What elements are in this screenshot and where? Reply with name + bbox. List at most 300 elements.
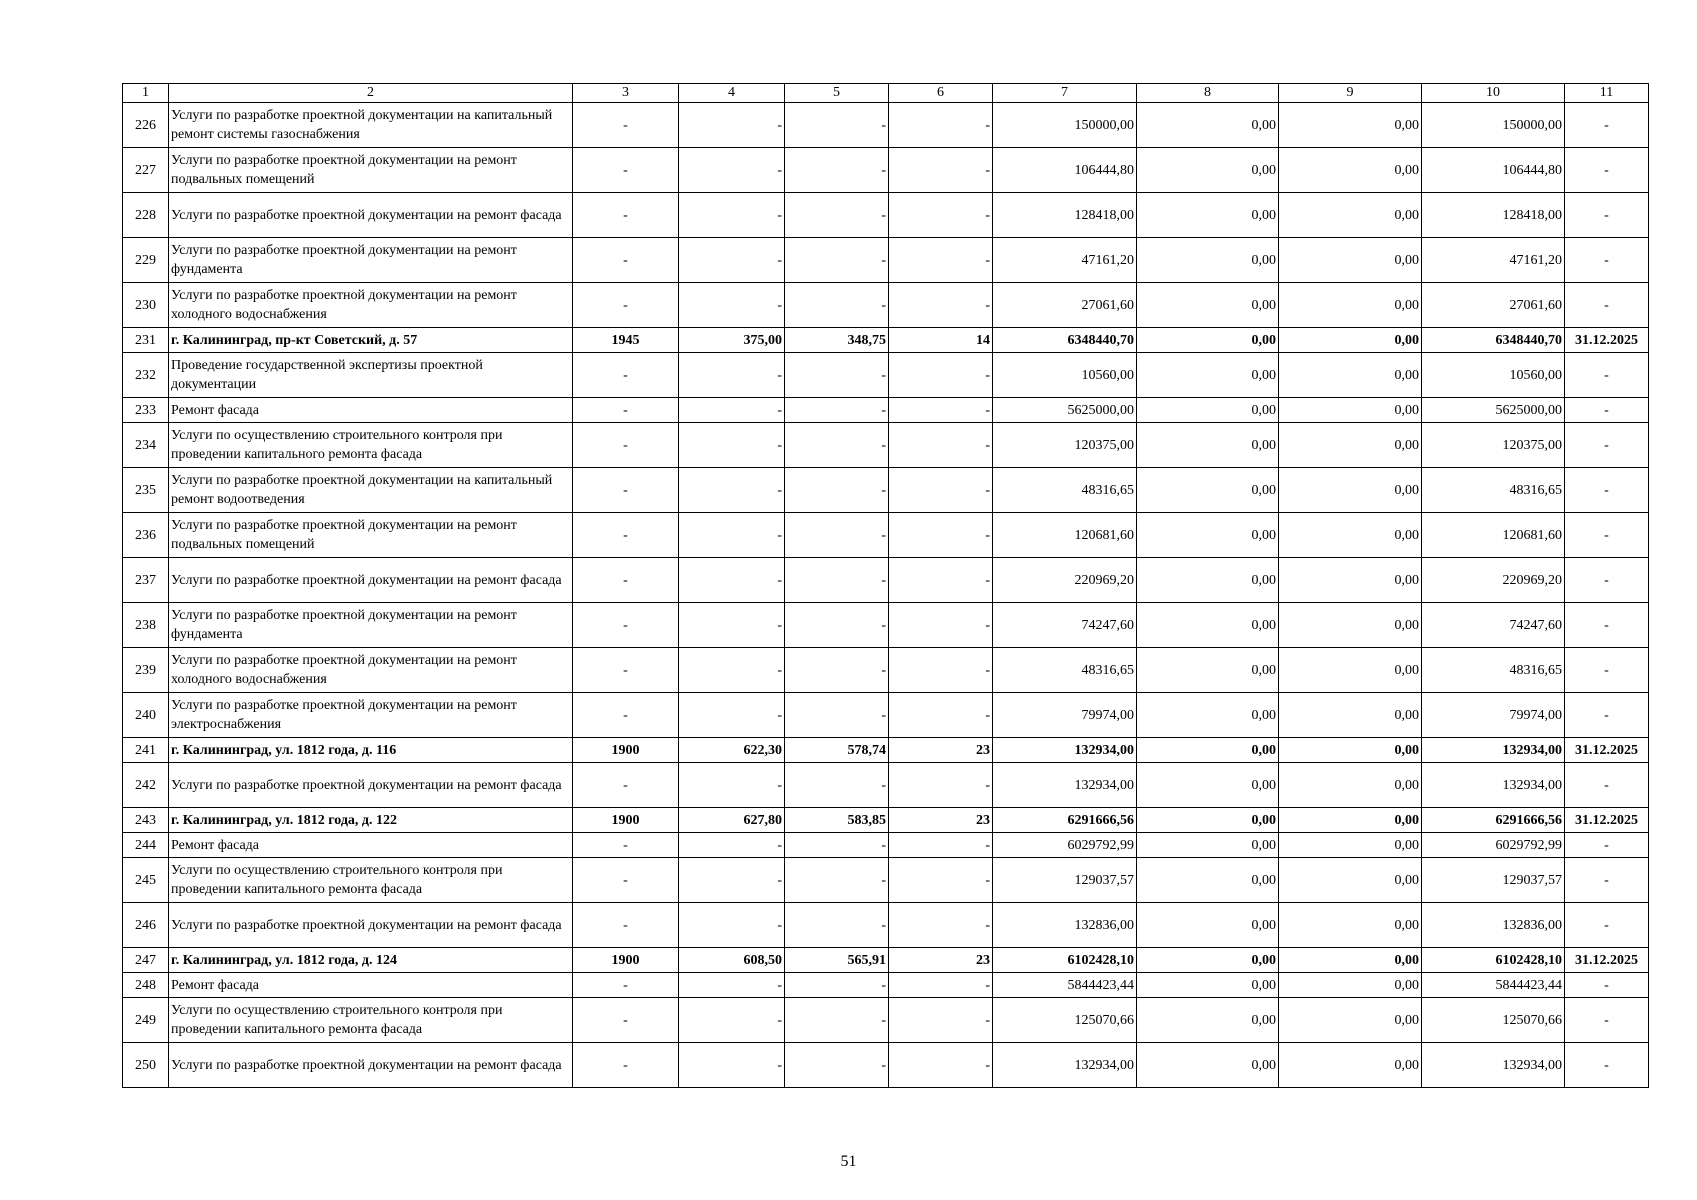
column-header-1: 1 [123, 84, 169, 103]
cell-col7: 5844423,44 [993, 973, 1137, 998]
cell-col10: 132934,00 [1422, 763, 1565, 808]
column-header-7: 7 [993, 84, 1137, 103]
cell-col8: 0,00 [1137, 948, 1279, 973]
cell-col11: - [1565, 193, 1649, 238]
cell-col3: 1900 [573, 948, 679, 973]
cell-col11: - [1565, 468, 1649, 513]
cell-col5: - [785, 513, 889, 558]
cell-col4: 375,00 [679, 328, 785, 353]
cell-col5: 348,75 [785, 328, 889, 353]
cell-col5: - [785, 423, 889, 468]
cell-col5: - [785, 603, 889, 648]
cell-col3: - [573, 763, 679, 808]
cell-col9: 0,00 [1279, 833, 1422, 858]
cell-col8: 0,00 [1137, 398, 1279, 423]
row-description: г. Калининград, ул. 1812 года, д. 124 [169, 948, 573, 973]
row-description: Услуги по разработке проектной документации на ремонт холодного водоснабжения [169, 283, 573, 328]
cell-col10: 27061,60 [1422, 283, 1565, 328]
cell-col3: - [573, 603, 679, 648]
table-row [123, 1043, 1649, 1088]
cell-col6: - [889, 103, 993, 148]
cell-col4: - [679, 973, 785, 998]
cell-col3: - [573, 283, 679, 328]
cell-col10: 150000,00 [1422, 103, 1565, 148]
cell-col6: - [889, 353, 993, 398]
column-header-11: 11 [1565, 84, 1649, 103]
cell-col6: - [889, 238, 993, 283]
cell-col10: 6348440,70 [1422, 328, 1565, 353]
row-description: Ремонт фасада [169, 398, 573, 423]
table-row [123, 103, 1649, 148]
cell-col3: - [573, 693, 679, 738]
cell-col3: - [573, 1043, 679, 1088]
column-header-8: 8 [1137, 84, 1279, 103]
row-number: 236 [123, 513, 169, 558]
row-description: г. Калининград, ул. 1812 года, д. 116 [169, 738, 573, 763]
cell-col6: - [889, 513, 993, 558]
cell-col8: 0,00 [1137, 148, 1279, 193]
cell-col8: 0,00 [1137, 513, 1279, 558]
cell-col7: 106444,80 [993, 148, 1137, 193]
cell-col3: 1900 [573, 738, 679, 763]
cell-col3: - [573, 398, 679, 423]
cell-col11: - [1565, 833, 1649, 858]
cell-col6: - [889, 903, 993, 948]
cell-col7: 6102428,10 [993, 948, 1137, 973]
works-table [122, 83, 1649, 1088]
cell-col8: 0,00 [1137, 998, 1279, 1043]
cell-col4: - [679, 648, 785, 693]
table-row [123, 693, 1649, 738]
cell-col7: 10560,00 [993, 353, 1137, 398]
cell-col9: 0,00 [1279, 328, 1422, 353]
cell-col3: - [573, 833, 679, 858]
cell-col11: - [1565, 238, 1649, 283]
cell-col10: 79974,00 [1422, 693, 1565, 738]
cell-col5: - [785, 103, 889, 148]
column-header-5: 5 [785, 84, 889, 103]
row-description: Услуги по разработке проектной документации на ремонт фасада [169, 763, 573, 808]
cell-col4: - [679, 603, 785, 648]
row-number: 227 [123, 148, 169, 193]
table-row [123, 238, 1649, 283]
cell-col6: - [889, 603, 993, 648]
cell-col11: - [1565, 513, 1649, 558]
cell-col4: - [679, 833, 785, 858]
cell-col9: 0,00 [1279, 973, 1422, 998]
cell-col5: - [785, 858, 889, 903]
cell-col9: 0,00 [1279, 148, 1422, 193]
row-description: Услуги по разработке проектной документации на ремонт фасада [169, 193, 573, 238]
cell-col8: 0,00 [1137, 833, 1279, 858]
cell-col5: - [785, 148, 889, 193]
cell-col9: 0,00 [1279, 763, 1422, 808]
cell-col5: - [785, 763, 889, 808]
cell-col6: - [889, 648, 993, 693]
cell-col4: - [679, 558, 785, 603]
cell-col11: - [1565, 763, 1649, 808]
cell-col4: - [679, 998, 785, 1043]
row-number: 233 [123, 398, 169, 423]
cell-col5: 583,85 [785, 808, 889, 833]
cell-col5: - [785, 468, 889, 513]
row-number: 241 [123, 738, 169, 763]
cell-col4: - [679, 423, 785, 468]
cell-col4: - [679, 468, 785, 513]
cell-col8: 0,00 [1137, 353, 1279, 398]
cell-col3: - [573, 903, 679, 948]
cell-col3: - [573, 648, 679, 693]
cell-col5: - [785, 693, 889, 738]
cell-col10: 125070,66 [1422, 998, 1565, 1043]
column-header-9: 9 [1279, 84, 1422, 103]
cell-col5: - [785, 353, 889, 398]
cell-col11: - [1565, 648, 1649, 693]
cell-col10: 10560,00 [1422, 353, 1565, 398]
cell-col3: - [573, 353, 679, 398]
cell-col9: 0,00 [1279, 423, 1422, 468]
row-number: 229 [123, 238, 169, 283]
cell-col11: - [1565, 283, 1649, 328]
cell-col7: 74247,60 [993, 603, 1137, 648]
table-row [123, 648, 1649, 693]
cell-col11: - [1565, 998, 1649, 1043]
cell-col9: 0,00 [1279, 353, 1422, 398]
cell-col6: - [889, 148, 993, 193]
cell-col6: - [889, 283, 993, 328]
row-number: 237 [123, 558, 169, 603]
cell-col11: - [1565, 1043, 1649, 1088]
cell-col3: - [573, 148, 679, 193]
cell-col5: - [785, 398, 889, 423]
cell-col7: 132934,00 [993, 738, 1137, 763]
row-description: Услуги по разработке проектной документации на ремонт фундамента [169, 603, 573, 648]
document-page [122, 83, 1648, 1088]
cell-col8: 0,00 [1137, 808, 1279, 833]
cell-col7: 6029792,99 [993, 833, 1137, 858]
cell-col6: - [889, 858, 993, 903]
cell-col9: 0,00 [1279, 648, 1422, 693]
cell-col3: - [573, 238, 679, 283]
cell-col8: 0,00 [1137, 468, 1279, 513]
cell-col9: 0,00 [1279, 103, 1422, 148]
cell-col4: - [679, 103, 785, 148]
cell-col7: 48316,65 [993, 468, 1137, 513]
cell-col10: 48316,65 [1422, 648, 1565, 693]
cell-col4: 627,80 [679, 808, 785, 833]
cell-col7: 27061,60 [993, 283, 1137, 328]
cell-col6: - [889, 1043, 993, 1088]
row-description: Услуги по разработке проектной документации на ремонт фасада [169, 558, 573, 603]
cell-col4: - [679, 283, 785, 328]
cell-col6: - [889, 423, 993, 468]
cell-col6: - [889, 193, 993, 238]
cell-col10: 74247,60 [1422, 603, 1565, 648]
cell-col9: 0,00 [1279, 998, 1422, 1043]
table-row [123, 513, 1649, 558]
cell-col11: 31.12.2025 [1565, 328, 1649, 353]
row-description: Услуги по разработке проектной документации на капитальный ремонт водоотведения [169, 468, 573, 513]
cell-col7: 128418,00 [993, 193, 1137, 238]
row-number: 232 [123, 353, 169, 398]
cell-col5: - [785, 1043, 889, 1088]
cell-col7: 120681,60 [993, 513, 1137, 558]
cell-col9: 0,00 [1279, 693, 1422, 738]
cell-col5: - [785, 973, 889, 998]
cell-col3: - [573, 973, 679, 998]
cell-col11: 31.12.2025 [1565, 948, 1649, 973]
cell-col6: - [889, 468, 993, 513]
cell-col9: 0,00 [1279, 283, 1422, 328]
cell-col5: - [785, 648, 889, 693]
row-number: 244 [123, 833, 169, 858]
cell-col10: 129037,57 [1422, 858, 1565, 903]
table-row [123, 998, 1649, 1043]
cell-col3: - [573, 423, 679, 468]
row-description: Ремонт фасада [169, 973, 573, 998]
cell-col3: - [573, 193, 679, 238]
cell-col8: 0,00 [1137, 603, 1279, 648]
row-number: 248 [123, 973, 169, 998]
cell-col10: 132836,00 [1422, 903, 1565, 948]
cell-col8: 0,00 [1137, 738, 1279, 763]
cell-col8: 0,00 [1137, 648, 1279, 693]
cell-col7: 120375,00 [993, 423, 1137, 468]
cell-col5: - [785, 283, 889, 328]
cell-col10: 5844423,44 [1422, 973, 1565, 998]
cell-col8: 0,00 [1137, 858, 1279, 903]
table-row [123, 398, 1649, 423]
cell-col5: - [785, 998, 889, 1043]
cell-col9: 0,00 [1279, 558, 1422, 603]
cell-col6: - [889, 693, 993, 738]
cell-col8: 0,00 [1137, 103, 1279, 148]
table-row [123, 283, 1649, 328]
row-number: 235 [123, 468, 169, 513]
row-description: Услуги по разработке проектной документации на ремонт фасада [169, 903, 573, 948]
cell-col4: - [679, 858, 785, 903]
cell-col11: - [1565, 558, 1649, 603]
cell-col4: 608,50 [679, 948, 785, 973]
cell-col11: 31.12.2025 [1565, 808, 1649, 833]
cell-col7: 5625000,00 [993, 398, 1137, 423]
row-number: 246 [123, 903, 169, 948]
cell-col11: - [1565, 398, 1649, 423]
cell-col3: - [573, 513, 679, 558]
cell-col9: 0,00 [1279, 858, 1422, 903]
cell-col6: - [889, 973, 993, 998]
row-number: 242 [123, 763, 169, 808]
row-number: 230 [123, 283, 169, 328]
cell-col5: 565,91 [785, 948, 889, 973]
table-row [123, 423, 1649, 468]
cell-col3: - [573, 858, 679, 903]
row-number: 231 [123, 328, 169, 353]
cell-col9: 0,00 [1279, 398, 1422, 423]
table-row [123, 558, 1649, 603]
cell-col10: 5625000,00 [1422, 398, 1565, 423]
cell-col6: 23 [889, 808, 993, 833]
cell-col6: - [889, 763, 993, 808]
row-number: 240 [123, 693, 169, 738]
cell-col6: - [889, 398, 993, 423]
cell-col8: 0,00 [1137, 903, 1279, 948]
cell-col9: 0,00 [1279, 1043, 1422, 1088]
cell-col10: 128418,00 [1422, 193, 1565, 238]
row-number: 228 [123, 193, 169, 238]
row-description: Ремонт фасада [169, 833, 573, 858]
page-number: 51 [840, 1153, 857, 1170]
cell-col7: 132934,00 [993, 1043, 1137, 1088]
cell-col8: 0,00 [1137, 283, 1279, 328]
cell-col4: 622,30 [679, 738, 785, 763]
cell-col11: - [1565, 353, 1649, 398]
cell-col5: - [785, 833, 889, 858]
cell-col6: 23 [889, 948, 993, 973]
cell-col5: - [785, 238, 889, 283]
cell-col5: - [785, 193, 889, 238]
cell-col7: 129037,57 [993, 858, 1137, 903]
cell-col6: 23 [889, 738, 993, 763]
cell-col7: 220969,20 [993, 558, 1137, 603]
table-row [123, 193, 1649, 238]
cell-col5: - [785, 903, 889, 948]
cell-col11: - [1565, 903, 1649, 948]
cell-col11: - [1565, 693, 1649, 738]
cell-col9: 0,00 [1279, 948, 1422, 973]
cell-col7: 132934,00 [993, 763, 1137, 808]
cell-col6: - [889, 998, 993, 1043]
row-description: Услуги по разработке проектной документации на ремонт электроснабжения [169, 693, 573, 738]
row-description: Услуги по осуществлению строительного контроля при проведении капитального ремонта фасада [169, 998, 573, 1043]
cell-col5: 578,74 [785, 738, 889, 763]
cell-col6: - [889, 558, 993, 603]
row-description: Услуги по осуществлению строительного контроля при проведении капитального ремонта фасада [169, 858, 573, 903]
address-row [123, 738, 1649, 763]
cell-col3: 1900 [573, 808, 679, 833]
table-row [123, 468, 1649, 513]
cell-col10: 6291666,56 [1422, 808, 1565, 833]
cell-col7: 125070,66 [993, 998, 1137, 1043]
row-description: Услуги по разработке проектной документации на капитальный ремонт системы газоснабжения [169, 103, 573, 148]
cell-col8: 0,00 [1137, 238, 1279, 283]
cell-col4: - [679, 353, 785, 398]
row-number: 247 [123, 948, 169, 973]
cell-col8: 0,00 [1137, 973, 1279, 998]
cell-col10: 48316,65 [1422, 468, 1565, 513]
row-number: 243 [123, 808, 169, 833]
cell-col7: 132836,00 [993, 903, 1137, 948]
cell-col11: - [1565, 103, 1649, 148]
table-row [123, 973, 1649, 998]
cell-col4: - [679, 693, 785, 738]
cell-col3: 1945 [573, 328, 679, 353]
cell-col4: - [679, 148, 785, 193]
row-number: 245 [123, 858, 169, 903]
cell-col3: - [573, 558, 679, 603]
cell-col6: - [889, 833, 993, 858]
cell-col9: 0,00 [1279, 603, 1422, 648]
cell-col9: 0,00 [1279, 238, 1422, 283]
cell-col4: - [679, 1043, 785, 1088]
column-header-3: 3 [573, 84, 679, 103]
cell-col8: 0,00 [1137, 693, 1279, 738]
cell-col8: 0,00 [1137, 193, 1279, 238]
cell-col8: 0,00 [1137, 763, 1279, 808]
row-description: Услуги по разработке проектной документации на ремонт подвальных помещений [169, 148, 573, 193]
cell-col10: 132934,00 [1422, 1043, 1565, 1088]
cell-col4: - [679, 763, 785, 808]
row-description: Услуги по осуществлению строительного контроля при проведении капитального ремонта фасада [169, 423, 573, 468]
column-header-4: 4 [679, 84, 785, 103]
address-row [123, 808, 1649, 833]
cell-col9: 0,00 [1279, 193, 1422, 238]
row-number: 226 [123, 103, 169, 148]
cell-col10: 132934,00 [1422, 738, 1565, 763]
cell-col9: 0,00 [1279, 808, 1422, 833]
cell-col3: - [573, 468, 679, 513]
row-description: Проведение государственной экспертизы проектной документации [169, 353, 573, 398]
cell-col10: 120681,60 [1422, 513, 1565, 558]
row-description: Услуги по разработке проектной документации на ремонт фасада [169, 1043, 573, 1088]
table-row [123, 858, 1649, 903]
table-body [123, 84, 1649, 1088]
cell-col10: 120375,00 [1422, 423, 1565, 468]
cell-col7: 47161,20 [993, 238, 1137, 283]
cell-col8: 0,00 [1137, 328, 1279, 353]
cell-col11: - [1565, 858, 1649, 903]
address-row [123, 948, 1649, 973]
row-number: 249 [123, 998, 169, 1043]
column-header-10: 10 [1422, 84, 1565, 103]
table-row [123, 833, 1649, 858]
row-number: 234 [123, 423, 169, 468]
cell-col7: 150000,00 [993, 103, 1137, 148]
cell-col10: 106444,80 [1422, 148, 1565, 193]
cell-col3: - [573, 103, 679, 148]
row-description: г. Калининград, пр-кт Советский, д. 57 [169, 328, 573, 353]
cell-col9: 0,00 [1279, 468, 1422, 513]
cell-col9: 0,00 [1279, 903, 1422, 948]
cell-col7: 48316,65 [993, 648, 1137, 693]
column-header-2: 2 [169, 84, 573, 103]
cell-col11: - [1565, 148, 1649, 193]
row-description: Услуги по разработке проектной документации на ремонт фундамента [169, 238, 573, 283]
cell-col4: - [679, 398, 785, 423]
row-number: 239 [123, 648, 169, 693]
cell-col10: 220969,20 [1422, 558, 1565, 603]
cell-col3: - [573, 998, 679, 1043]
cell-col10: 6102428,10 [1422, 948, 1565, 973]
cell-col8: 0,00 [1137, 1043, 1279, 1088]
row-description: г. Калининград, ул. 1812 года, д. 122 [169, 808, 573, 833]
cell-col10: 6029792,99 [1422, 833, 1565, 858]
row-number: 250 [123, 1043, 169, 1088]
cell-col4: - [679, 513, 785, 558]
cell-col6: 14 [889, 328, 993, 353]
cell-col10: 47161,20 [1422, 238, 1565, 283]
cell-col5: - [785, 558, 889, 603]
cell-col11: - [1565, 423, 1649, 468]
cell-col7: 79974,00 [993, 693, 1137, 738]
cell-col7: 6291666,56 [993, 808, 1137, 833]
cell-col4: - [679, 903, 785, 948]
column-number-row [123, 84, 1649, 103]
cell-col8: 0,00 [1137, 423, 1279, 468]
table-row [123, 603, 1649, 648]
address-row [123, 328, 1649, 353]
row-number: 238 [123, 603, 169, 648]
